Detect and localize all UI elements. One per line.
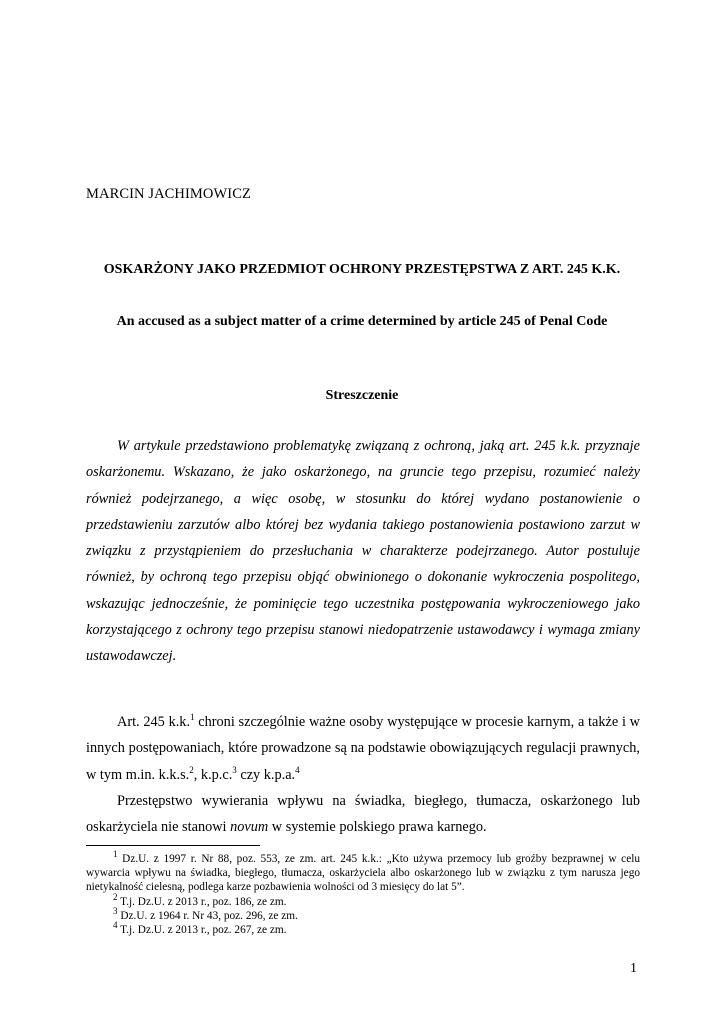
footnote bbox=[86, 849, 640, 895]
footnote-ref[interactable]: 3 bbox=[232, 764, 237, 775]
footnote-number: 2 bbox=[113, 891, 118, 902]
article-title: OSKARŻONY JAKO PRZEDMIOT OCHRONY PRZESTĘPSTWA Z ART. 245 K.K. bbox=[103, 262, 621, 277]
footnote bbox=[86, 891, 640, 909]
footnote-ref[interactable]: 1 bbox=[190, 712, 195, 723]
abstract bbox=[86, 433, 640, 670]
body-text bbox=[86, 709, 640, 840]
footnote-text: Dz.U. z 1997 r. Nr 88, poz. 553, ze zm. art. 245 k.k.: „Kto używa przemocy lub groźby bezprawnej w celu wywarcia wpływu na świadka, biegłego, tłumacza, oskarżyciela albo oskarżonego lub w związku z tym narusza jego nietykalność cielesną, podlega karze pozbawienia wolności od 3 miesięcy do lat 5”. bbox=[86, 853, 640, 894]
footnote-number: 1 bbox=[113, 849, 118, 860]
abstract-paragraph: W artykule przedstawiono problematykę związaną z ochroną, jaką art. 245 k.k. przyznaje oskarżonemu. Wskazano, że jako oskarżonego, na gruncie tego przepisu, rozumieć należy również podejrzanego, a więc osobę, w stosunku do której wydano postanowienie o przedstawieniu zarzutów albo której bez wydania takiego postanowienia postawiono zarzut w związku z przystąpieniem do przesłuchania w charakterze podejrzanego. Autor postuluje również, by ochroną tego przepisu objąć obwinionego o dokonanie wykroczenia pospolitego, wskazując jednocześnie, że pominięcie tego uczestnika postępowania wykroczeniowego jako korzystającego z ochrony tego przepisu stanowi niedopatrzenie ustawodawcy i wymaga zmiany ustawodawczej. bbox=[86, 438, 640, 665]
body-paragraph bbox=[86, 788, 640, 841]
footnote-ref[interactable]: 4 bbox=[295, 764, 300, 775]
page-number: 1 bbox=[630, 961, 637, 976]
body-text-run: , k.p.c. bbox=[193, 766, 233, 783]
author-name: MARCIN JACHIMOWICZ bbox=[86, 186, 251, 202]
footnote bbox=[86, 920, 640, 937]
footnotes bbox=[86, 849, 640, 937]
footnote-separator bbox=[86, 845, 260, 846]
footnote-text: T.j. Dz.U. z 2013 r., poz. 267, ze zm. bbox=[117, 924, 287, 937]
footnote-number: 4 bbox=[113, 920, 118, 931]
footnote-text: T.j. Dz.U. z 2013 r., poz. 186, ze zm. bbox=[117, 895, 287, 908]
footnote-ref[interactable]: 2 bbox=[189, 764, 194, 775]
body-text-run: Art. 245 k.k. bbox=[117, 714, 191, 730]
english-title: An accused as a subject matter of a crime determined by article 245 of Penal Code bbox=[116, 314, 608, 329]
footnote bbox=[86, 906, 640, 923]
body-text-run: w systemie polskiego prawa karnego. bbox=[268, 819, 487, 836]
body-text-run: Przestępstwo wywierania wpływu na świadka, biegłego, tłumacza, oskarżonego lub oskarżyciela nie stanowi bbox=[86, 792, 640, 836]
body-text-run: chroni szczególnie ważne osoby występujące w procesie karnym, a także i w innych postępowaniach, które prowadzone są na podstawie obowiązujących regulacji prawnych, w tym m.in. k.k.s. bbox=[86, 714, 640, 783]
footnote-number: 3 bbox=[113, 906, 118, 917]
body-text-run: czy k.p.a. bbox=[236, 766, 296, 783]
emphasis-text: novum bbox=[230, 819, 269, 836]
abstract-heading: Streszczenie bbox=[325, 388, 399, 403]
footnote-text: Dz.U. z 1964 r. Nr 43, poz. 296, ze zm. bbox=[117, 909, 298, 922]
body-paragraph bbox=[86, 709, 640, 788]
